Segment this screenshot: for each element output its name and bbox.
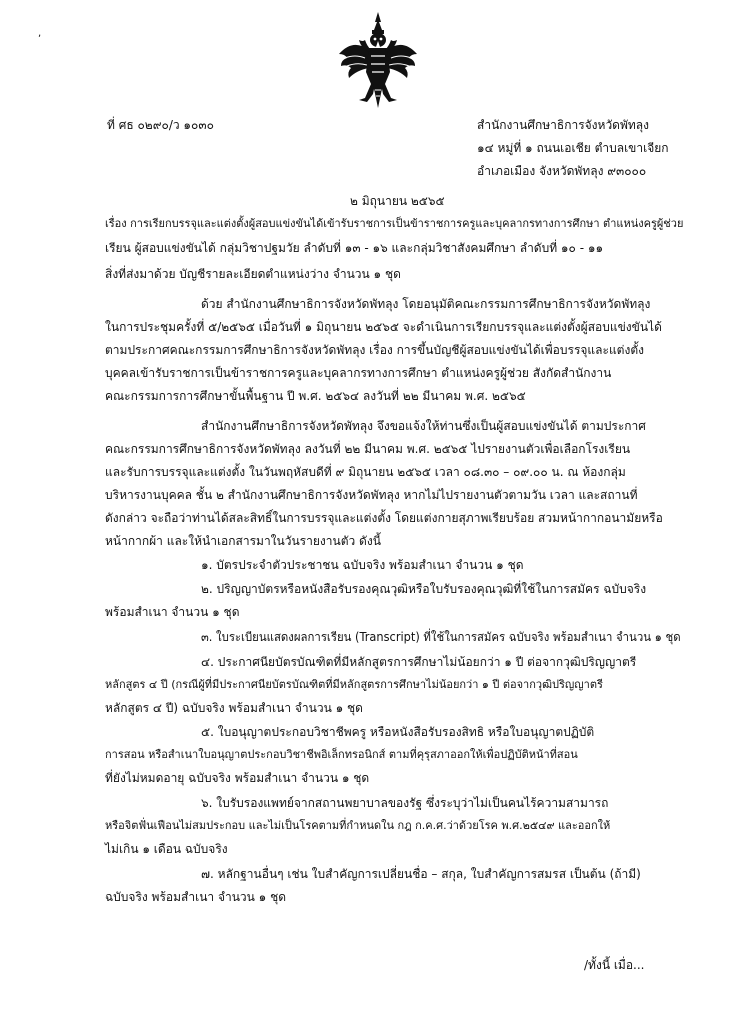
document-item: ๖. ใบรับรองแพทย์จากสถานพยาบาลของรัฐ ซึ่งระบุว่าไม่เป็นคนไร้ความสามารถ [201, 796, 609, 810]
document-item-continued: หรือจิตฟั่นเฟือนไม่สมประกอบ และไม่เป็นโรคตามที่กำหนดใน กฎ ก.ค.ศ.ว่าด้วยโรค พ.ศ.๒๕๔๙ และออกให้ [105, 819, 611, 832]
paragraph-line: ในการประชุมครั้งที่ ๕/๒๕๖๕ เมื่อวันที่ ๑ มิถุนายน ๒๕๖๕ จะดำเนินการเรียกบรรจุและแต่งตั้งผู้สอบแข่งขันได้ [105, 320, 662, 334]
garuda-emblem-icon [335, 10, 421, 110]
paragraph-line: หน้ากากผ้า และให้นำเอกสารมาในวันรายงานตัว ดังนี้ [105, 534, 381, 548]
letter-date: ๒ มิถุนายน ๒๕๖๕ [350, 194, 445, 208]
document-item: ๔. ประกาศนียบัตรบัณฑิตที่มีหลักสูตรการศึกษาไม่น้อยกว่า ๑ ปี ต่อจากวุฒิปริญญาตรี [201, 655, 637, 669]
sender-address-line: อำเภอเมือง จังหวัดพัทลุง ๙๓๐๐๐ [477, 164, 647, 178]
document-item-continued: การสอน หรือสำเนาใบอนุญาตประกอบวิชาชีพอิเล็กทรอนิกส์ ตามที่คุรุสภาออกให้เพื่อปฏิบัติหน้าที่สอน [105, 748, 578, 761]
paragraph-line: คณะกรรมการการศึกษาขั้นพื้นฐาน ปี พ.ศ. ๒๕๖๔ ลงวันที่ ๒๒ มีนาคม พ.ศ. ๒๕๖๕ [105, 389, 526, 403]
enclosure-line: สิ่งที่ส่งมาด้วย บัญชีรายละเอียดตำแหน่งว่าง จำนวน ๑ ชุด [105, 267, 401, 281]
document-item-continued: ที่ยังไม่หมดอายุ ฉบับจริง พร้อมสำเนา จำนวน ๑ ชุด [105, 771, 370, 785]
paragraph-line: ดังกล่าว จะถือว่าท่านได้สละสิทธิ์ในการบรรจุและแต่งตั้ง โดยแต่งกายสุภาพเรียบร้อย สวมหน้ากากอนามัยหรือ [105, 511, 663, 525]
paragraph-line: ด้วย สำนักงานศึกษาธิการจังหวัดพัทลุง โดยอนุมัติคณะกรรมการศึกษาธิการจังหวัดพัทลุง [201, 297, 651, 311]
continuation-note: /ทั้งนี้ เมื่อ... [584, 958, 645, 972]
sender-address-line: สำนักงานศึกษาธิการจังหวัดพัทลุง [477, 118, 650, 132]
document-item: ๒. ปริญญาบัตรหรือหนังสือรับรองคุณวุฒิหรือใบรับรองคุณวุฒิที่ใช้ในการสมัคร ฉบับจริง [201, 582, 647, 596]
salutation-line: เรียน ผู้สอบแข่งขันได้ กลุ่มวิชาปฐมวัย ลำดับที่ ๑๓ - ๑๖ และกลุ่มวิชาสังคมศึกษา ลำดับที่ ๑๐ - ๑๑ [105, 241, 604, 255]
paragraph-line: คณะกรรมการศึกษาธิการจังหวัดพัทลุง ลงวันที่ ๒๒ มีนาคม พ.ศ. ๒๕๖๕ ไปรายงานตัวเพื่อเลือกโรงเรียน [105, 442, 631, 456]
document-item-continued: ไม่เกิน ๑ เดือน ฉบับจริง [105, 842, 228, 856]
document-item: ๑. บัตรประจำตัวประชาชน ฉบับจริง พร้อมสำเนา จำนวน ๑ ชุด [201, 558, 524, 572]
reference-number: ที่ ศธ ๐๒๙๐/ว ๑๐๓๐ [107, 118, 214, 132]
document-item-continued: หลักสูตร ๔ ปี (กรณีผู้ที่มีประกาศนียบัตรบัณฑิตที่มีหลักสูตรการศึกษาไม่น้อยกว่า ๑ ปี ต่อจากวุฒิปริญญาตรี [105, 678, 603, 691]
document-item-continued: ฉบับจริง พร้อมสำเนา จำนวน ๑ ชุด [105, 890, 287, 904]
document-item: ๓. ใบระเบียนแสดงผลการเรียน (Transcript) ที่ใช้ในการสมัคร ฉบับจริง พร้อมสำเนา จำนวน ๑ ชุด [201, 630, 681, 644]
document-item-continued: หลักสูตร ๔ ปี) ฉบับจริง พร้อมสำเนา จำนวน ๑ ชุด [105, 701, 363, 715]
paragraph-line: บุคคลเข้ารับราชการเป็นข้าราชการครูและบุคลากรทางการศึกษา ตำแหน่งครูผู้ช่วย สังกัดสำนักงาน [105, 366, 612, 380]
paragraph-line: สำนักงานศึกษาธิการจังหวัดพัทลุง จึงขอแจ้งให้ท่านซึ่งเป็นผู้สอบแข่งขันได้ ตามประกาศ [201, 419, 646, 433]
subject-line: เรื่อง การเรียกบรรจุและแต่งตั้งผู้สอบแข่งขันได้เข้ารับราชการเป็นข้าราชการครูและบุคลากรทางการศึกษา ตำแหน่งครูผู้ช่วย [105, 217, 684, 230]
document-item: ๗. หลักฐานอื่นๆ เช่น ใบสำคัญการเปลี่ยนชื่อ – สกุล, ใบสำคัญการสมรส เป็นต้น (ถ้ามี) [201, 867, 641, 881]
paragraph-line: ตามประกาศคณะกรรมการศึกษาธิการจังหวัดพัทลุง เรื่อง การขึ้นบัญชีผู้สอบแข่งขันได้เพื่อบรรจุและแต่งตั้ง [105, 343, 644, 357]
document-item: ๕. ใบอนุญาตประกอบวิชาชีพครู หรือหนังสือรับรองสิทธิ หรือใบอนุญาตปฏิบัติ [201, 725, 595, 739]
stray-mark: , [38, 28, 42, 39]
sender-address-line: ๑๔ หมู่ที่ ๑ ถนนเอเชีย ตำบลเขาเจียก [477, 141, 669, 155]
paragraph-line: บริหารงานบุคคล ชั้น ๒ สำนักงานศึกษาธิการจังหวัดพัทลุง หากไม่ไปรายงานตัวตามวัน เวลา และสถานที่ [105, 488, 638, 502]
document-item-continued: พร้อมสำเนา จำนวน ๑ ชุด [105, 605, 240, 619]
paragraph-line: และรับการบรรจุและแต่งตั้ง ในวันพฤหัสบดีที่ ๙ มิถุนายน ๒๕๖๕ เวลา ๐๘.๓๐ – ๐๙.๐๐ น. ณ ห้องกลุ่ม [105, 465, 626, 479]
